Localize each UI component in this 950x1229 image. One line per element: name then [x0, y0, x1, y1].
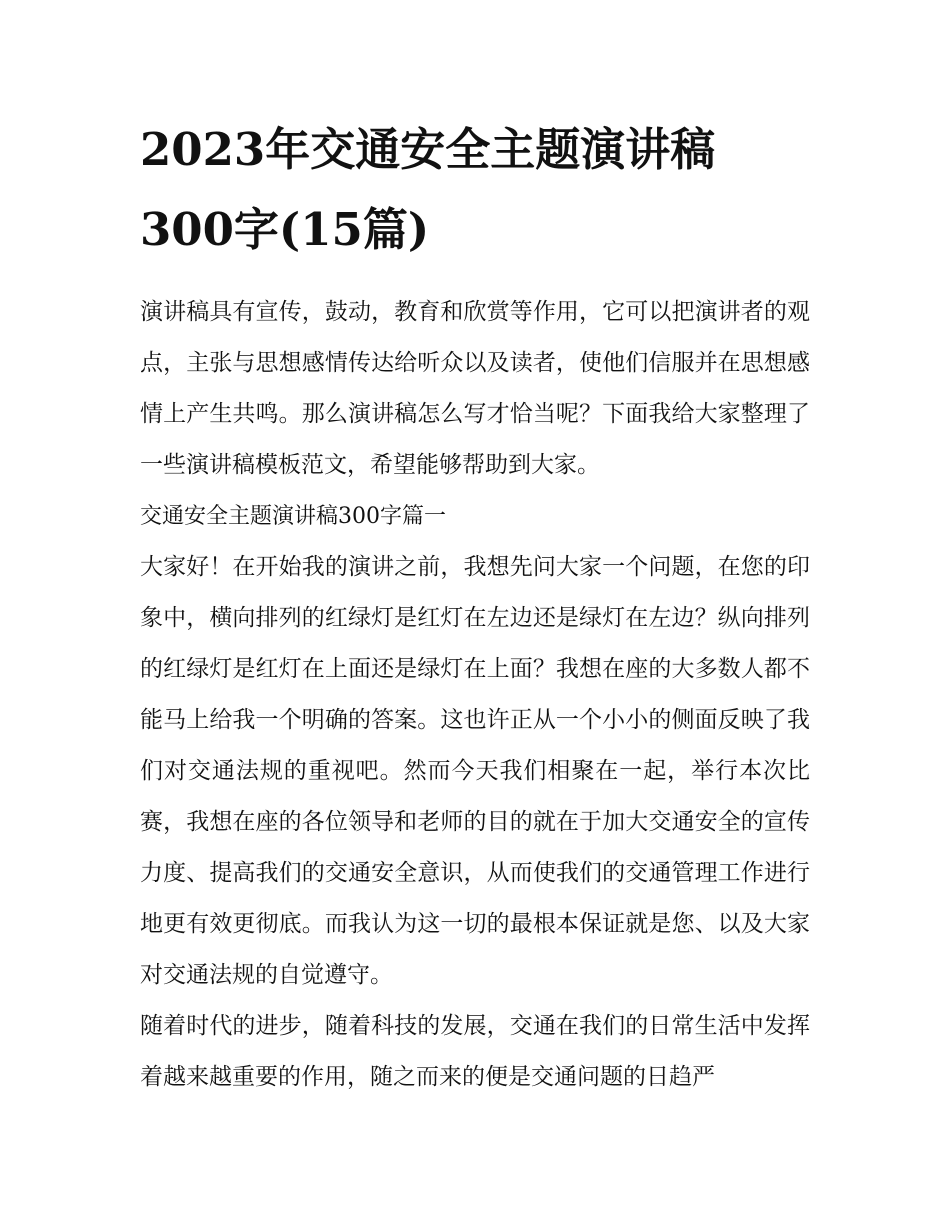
section-heading: 交通安全主题演讲稿300字篇一: [140, 504, 446, 529]
body-paragraph-2: 随着时代的进步，随着科技的发展，交通在我们的日常生活中发挥着越来越重要的作用，随之而来的便是交通问题的日趋严: [140, 1013, 810, 1090]
document-title: [140, 110, 810, 270]
title-line-2: 300字(15篇): [140, 203, 430, 256]
title-line-1: 2023年交通安全主题演讲稿: [140, 123, 716, 176]
intro-paragraph: 演讲稿具有宣传，鼓动，教育和欣赏等作用，它可以把演讲者的观点，主张与思想感情传达给听众以及读者，使他们信服并在思想感情上产生共鸣。那么演讲稿怎么写才恰当呢？下面我给大家整理了一些演讲稿模板范文，希望能够帮助到大家。: [140, 299, 810, 478]
document-content: [140, 287, 810, 1103]
body-paragraph-1: 大家好！在开始我的演讲之前，我想先问大家一个问题，在您的印象中，横向排列的红绿灯是红灯在左边还是绿灯在左边？纵向排列的红绿灯是红灯在上面还是绿灯在上面？我想在座的大多数人都不能马上给我一个明确的答案。这也许正从一个小小的侧面反映了我们对交通法规的重视吧。然而今天我们相聚在一起，举行本次比赛，我想在座的各位领导和老师的目的就在于加大交通安全的宣传力度、提高我们的交通安全意识，从而使我们的交通管理工作进行地更有效更彻底。而我认为这一切的最根本保证就是您、以及大家对交通法规的自觉遵守。: [140, 554, 810, 988]
document-body: [140, 110, 810, 1103]
